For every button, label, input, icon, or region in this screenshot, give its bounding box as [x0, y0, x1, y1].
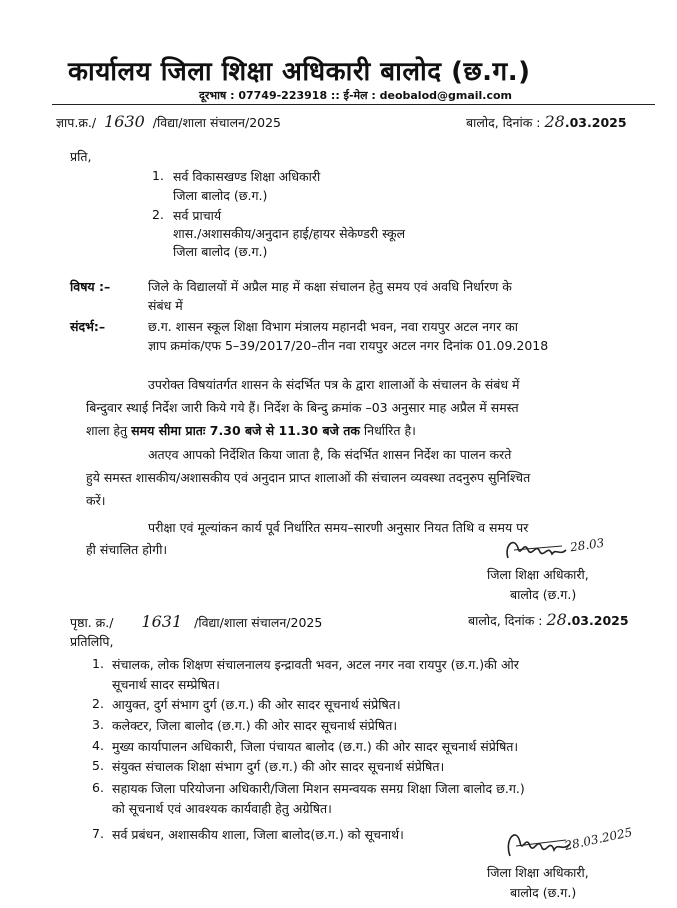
date-prefix: बालोद, दिनांक : [466, 115, 541, 130]
copy-2-line-1: आयुक्त, दुर्ग संभाग दुर्ग (छ.ग.) की ओर सादर सूचनार्थ संप्रेषित। [112, 697, 401, 712]
recipient-1-line-2: जिला बालोद (छ.ग.) [173, 188, 268, 203]
signatory-2-line-1: जिला शिक्षा अधिकारी, [487, 865, 589, 880]
para2-line-1: अतएव आपको निर्देशित किया जाता है, कि संदर्भित शासन निर्देश का पालन करते [148, 447, 512, 462]
copy-4-num: 4. [92, 738, 104, 753]
recipient-2-line-3: जिला बालोद (छ.ग.) [173, 244, 268, 259]
signature-2-date: 28.03.2025 [563, 825, 634, 853]
date-rest: .03.2025 [564, 115, 627, 130]
para3-line-2: ही संचालित होगी। [86, 542, 168, 557]
para1-line-3 [86, 422, 416, 439]
copy-3-num: 3. [92, 717, 104, 732]
para1-line-1: उपरोक्त विषयांतर्गत शासन के संदर्भित पत्र के द्वारा शालाओं के संचालन के संबंध में [148, 377, 520, 392]
subject-line-1: जिले के विद्यालयों में अप्रैल माह में कक्षा संचालन हेतु समय एवं अवधि निर्धारण के [148, 279, 512, 294]
recipient-2-num: 2. [152, 207, 164, 222]
recipient-2-line-2: शास./अशासकीय/अनुदान हाई/हायर सेकेण्डरी स्कूल [173, 226, 406, 241]
recipient-2-line-1: सर्व प्राचार्य [173, 208, 222, 223]
copy-6-line-1: सहायक जिला परियोजना अधिकारी/जिला मिशन समन्वयक समग्र शिक्षा जिला बालोद छ.ग.) [112, 781, 525, 796]
para1-last-b: निर्धारित है। [359, 423, 416, 438]
signatory-1-line-2: बालोद (छ.ग.) [510, 587, 577, 602]
para2-line-3: करें। [86, 493, 106, 508]
copy-1-line-2: सूचनार्थ सादर सम्प्रेषित। [112, 677, 220, 692]
copy-1-num: 1. [92, 656, 104, 671]
subject-label: विषय :– [70, 279, 111, 294]
ref-prefix: ज्ञाप.क्र./ [56, 115, 97, 130]
copy-7-line-1: सर्व प्रबंधन, अशासकीय शाला, जिला बालोद(छ.ग.) को सूचनार्थ। [112, 827, 404, 842]
reference-line-1: छ.ग. शासन स्कूल शिक्षा विभाग मंत्रालय महानदी भवन, नवा रायपुर अटल नगर का [148, 319, 519, 334]
header-rule [52, 104, 655, 105]
endorsement-ref-suffix: /विद्या/शाला संचालन/2025 [194, 615, 323, 630]
to-label: प्रति, [70, 149, 92, 164]
recipient-1-line-1: सर्व विकासखण्ड शिक्षा अधिकारी [173, 169, 321, 184]
copy-2-num: 2. [92, 696, 104, 711]
endorsement-ref-prefix: पृष्ठा. क्र./ [70, 615, 114, 630]
copy-4-line-1: मुख्य कार्यापालन अधिकारी, जिला पंचायत बालोद (छ.ग.) की ओर सादर सूचनार्थ संप्रेषित। [112, 739, 519, 754]
letter-reference [56, 112, 281, 131]
endorsement-date-day: 28 [546, 610, 567, 629]
para1-line-2: बिन्दुवार स्थाई निर्देश जारी किये गये हैं। निर्देश के बिन्दु क्रमांक –03 अनुसार माह अप्रैल में समस्त [86, 400, 519, 415]
ref-suffix: /विद्या/शाला संचालन/2025 [152, 115, 282, 130]
contact-line: दूरभाष : 07749-223918 :: ई-मेल : deobalod@gmail.com [199, 89, 513, 102]
subject-line-2: संबंध में [148, 298, 183, 313]
letter-date [466, 112, 627, 131]
para2-line-2: हुये समस्त शासकीय/अशासकीय एवं अनुदान प्राप्त शालाओं की संचालन व्यवस्था तदनुरुप सुनिश्चित [86, 470, 531, 485]
signature-1-date: 28.03 [569, 535, 606, 555]
endorsement-date-rest: .03.2025 [566, 613, 629, 628]
endorsement-date-prefix: बालोद, दिनांक : [468, 613, 543, 628]
reference-line-2: ज्ञाप क्रमांक/एफ 5–39/2017/20–तीन नवा रायपुर अटल नगर दिनांक 01.09.2018 [148, 338, 549, 353]
copy-6-num: 6. [92, 780, 104, 795]
copy-6-line-2: को सूचनार्थ एवं आवश्यक कार्यवाही हेतु अग्रेषित। [112, 801, 332, 816]
ref-number: 1630 [104, 112, 145, 131]
endorsement-reference [70, 612, 322, 631]
endorsement-ref-number: 1631 [141, 612, 183, 631]
copy-1-line-1: संचालक, लोक शिक्षण संचालनालय इन्द्रावती भवन, अटल नगर नवा रायपुर (छ.ग.)की ओर [112, 657, 519, 672]
copy-5-num: 5. [92, 758, 104, 773]
office-title: कार्यालय जिला शिक्षा अधिकारी बालोद (छ.ग.) [68, 57, 531, 87]
date-day: 28 [544, 112, 565, 131]
para3-line-1: परीक्षा एवं मूल्यांकन कार्य पूर्व निर्धारित समय–सारणी अनुसार नियत तिथि व समय पर [148, 520, 529, 535]
signatory-2-line-2: बालोद (छ.ग.) [510, 885, 577, 900]
time-limit-text: समय सीमा प्रातः 7.30 बजे से 11.30 बजे तक [131, 423, 360, 438]
recipient-1-num: 1. [152, 168, 164, 183]
reference-label: संदर्भ:– [70, 319, 106, 334]
para1-last-a: शाला हेतु [86, 423, 132, 438]
endorsement-date [468, 610, 629, 629]
copy-label: प्रतिलिपि, [70, 634, 114, 649]
copy-7-num: 7. [92, 826, 104, 841]
copy-3-line-1: कलेक्टर, जिला बालोद (छ.ग.) की ओर सादर सूचनार्थ संप्रेषित। [112, 718, 398, 733]
signatory-1-line-1: जिला शिक्षा अधिकारी, [487, 567, 589, 582]
copy-5-line-1: संयुक्त संचालक शिक्षा संभाग दुर्ग (छ.ग.) की ओर सादर सूचनार्थ संप्रेषित। [112, 759, 445, 774]
